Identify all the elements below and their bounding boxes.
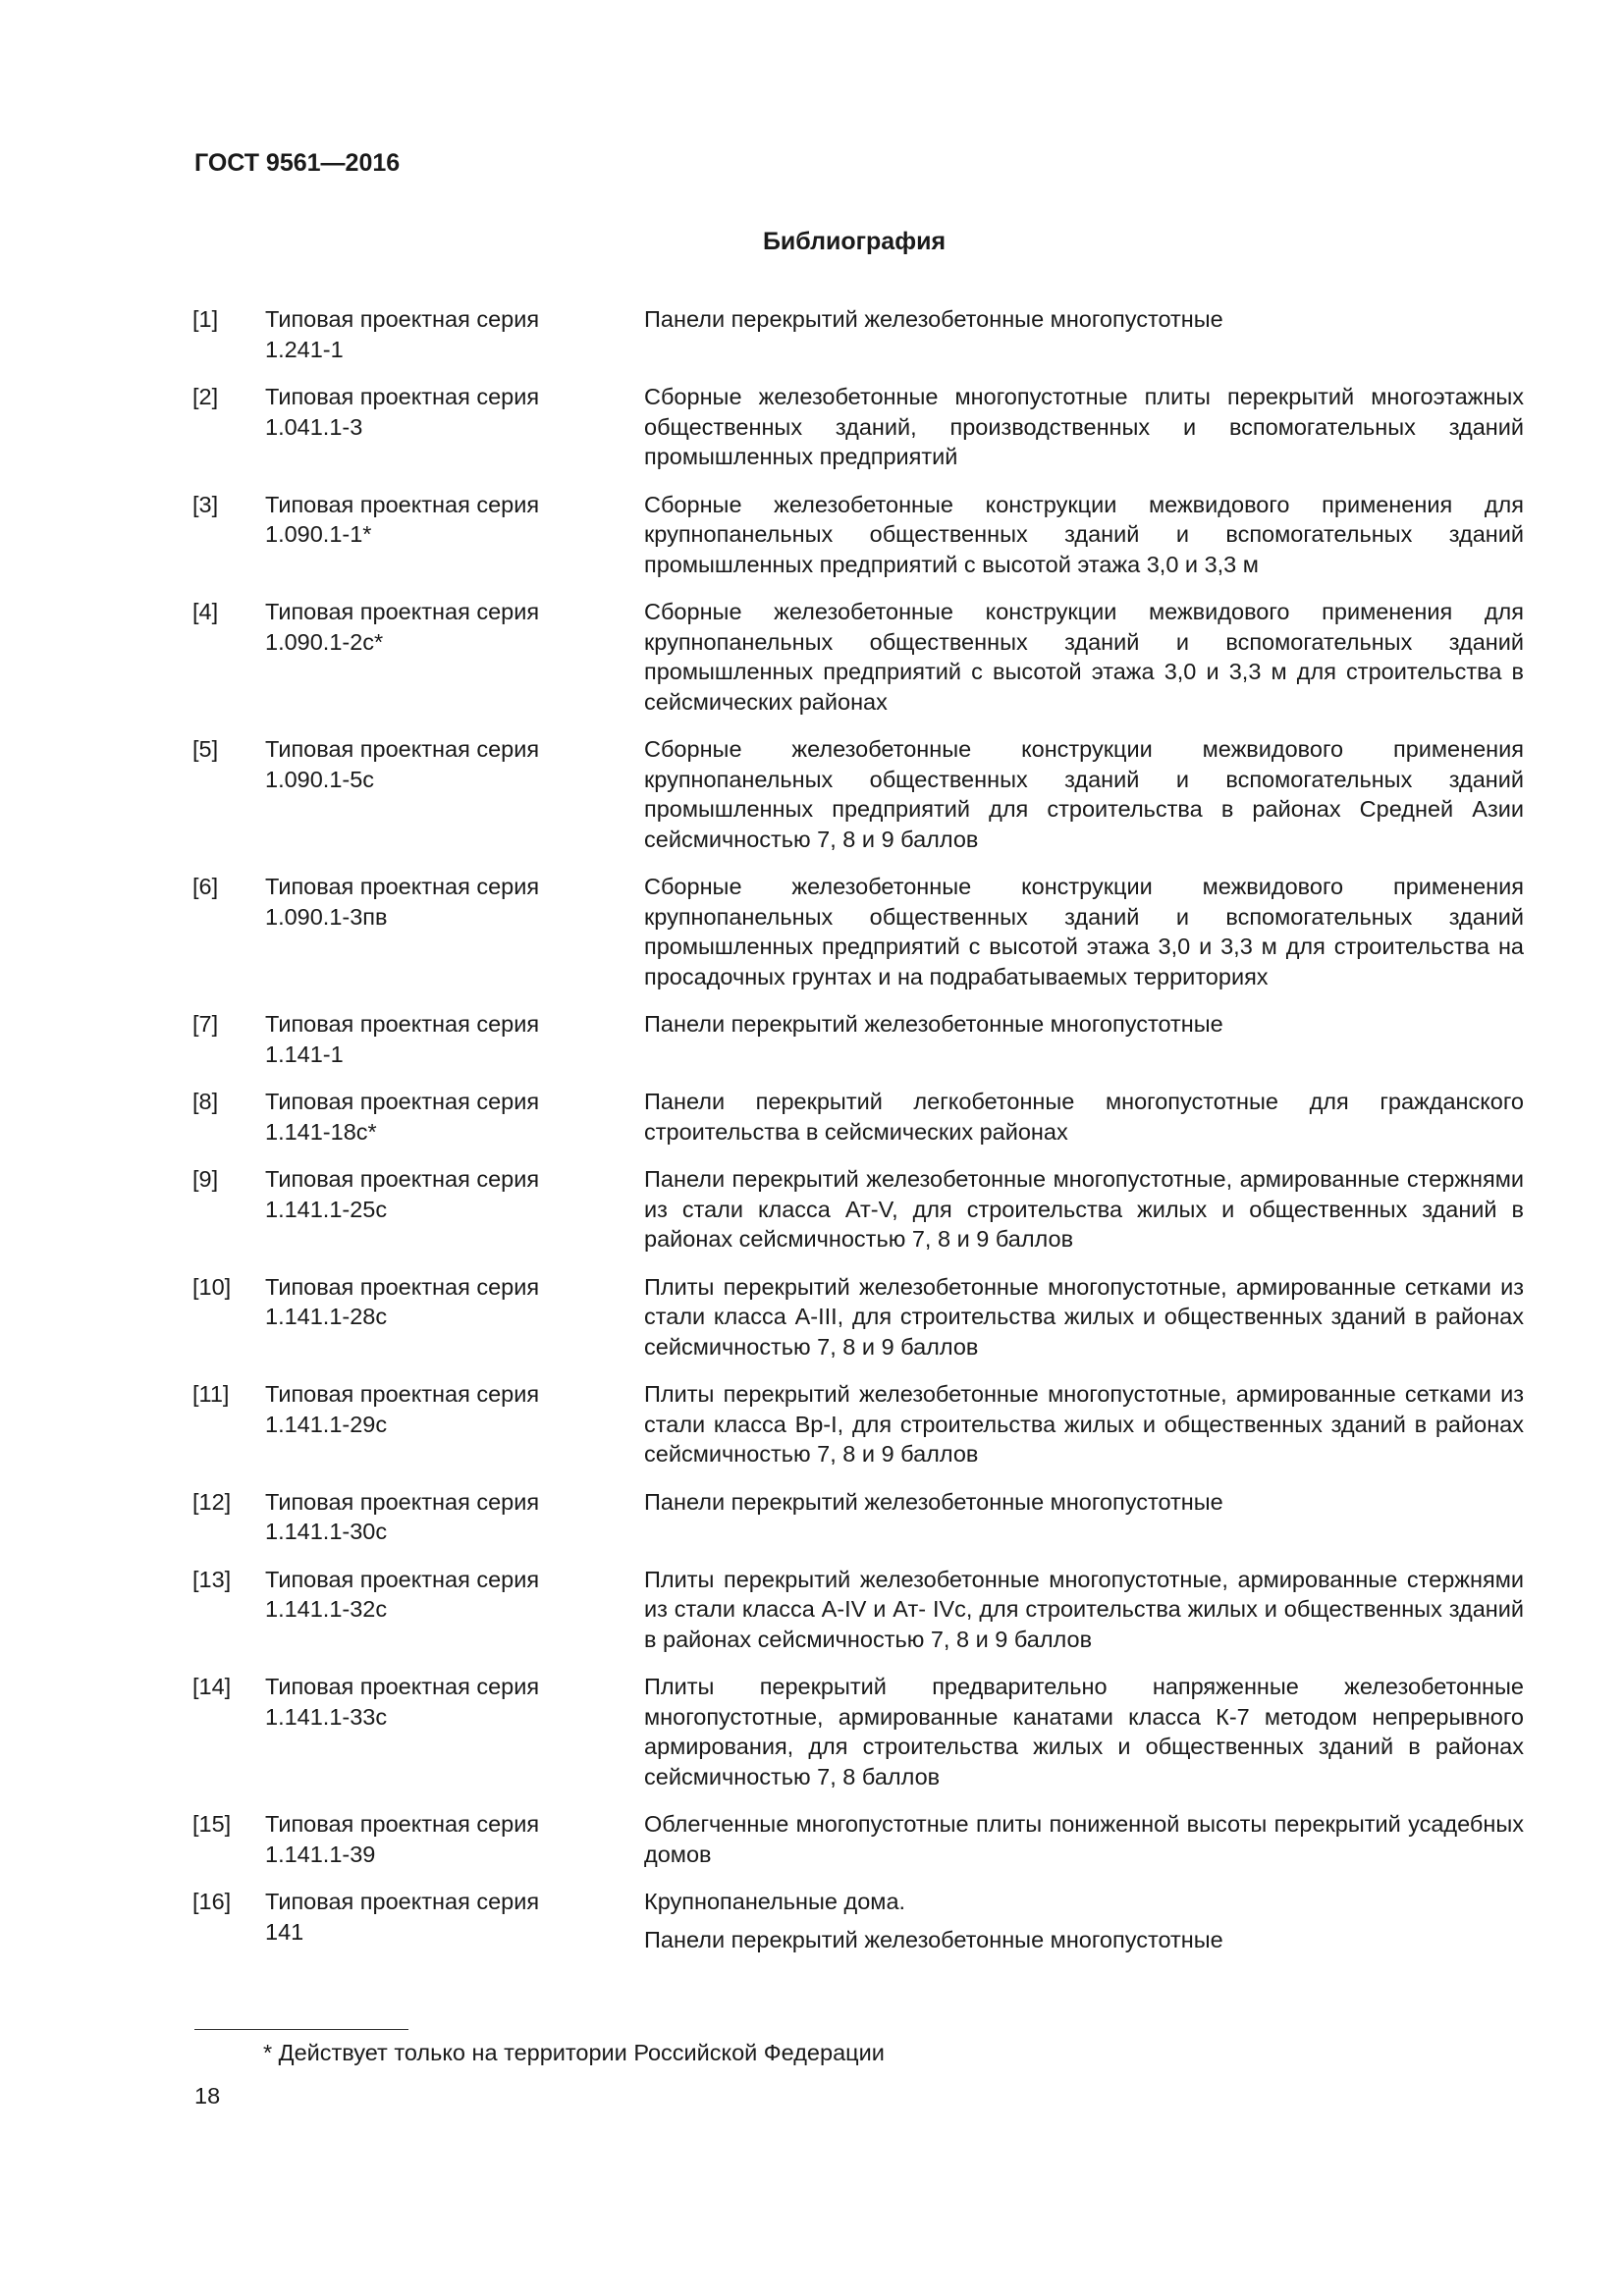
entry-number: [8]	[192, 1089, 219, 1114]
entry-description	[644, 1672, 1524, 1791]
description-text: Панели перекрытий железобетонные многопустотные	[644, 1011, 1223, 1037]
series-code: 1.041.1-3	[265, 413, 363, 440]
series-label: Типовая проектная серия	[265, 1381, 540, 1407]
series-code: 1.141.1-33с	[265, 1703, 388, 1730]
description-text: Плиты перекрытий железобетонные многопустотные, армированные стержнями из стали класса А-IV и Ат- IVc, для строительства жилых и общественных зданий в районах сейсмичностью 7, 8 и 9 баллов	[644, 1566, 1524, 1652]
entry-description	[644, 1272, 1524, 1362]
series-code: 1.090.1-3пв	[265, 903, 388, 930]
bibliography-entry	[192, 382, 1524, 472]
entry-description	[644, 734, 1524, 854]
series-label: Типовая проектная серия	[265, 1488, 540, 1515]
entry-series	[265, 734, 644, 854]
entry-description	[644, 1809, 1524, 1869]
entry-number: [11]	[192, 1381, 230, 1407]
description-text: Панели перекрытий железобетонные многопустотные	[644, 1926, 1223, 1952]
entry-description	[644, 1887, 1524, 1954]
entry-description	[644, 1565, 1524, 1655]
entry-series	[265, 304, 644, 364]
series-label: Типовая проектная серия	[265, 1674, 540, 1699]
bibliography-entry	[192, 490, 1524, 580]
description-text: Плиты перекрытий железобетонные многопустотные, армированные сетками из стали класса Вр-I, для строительства жилых и общественных зданий в районах сейсмичностью 7, 8 и 9 баллов	[644, 1381, 1524, 1467]
entry-series	[265, 382, 644, 472]
description-text: Плиты перекрытий железобетонные многопустотные, армированные сетками из стали класса А-III, для строительства жилых и общественных зданий в районах сейсмичностью 7, 8 и 9 баллов	[644, 1273, 1524, 1360]
description-text: Панели перекрытий железобетонные многопустотные, армированные стержнями из стали класса Ат-V, для строительства жилых и общественных зданий в районах сейсмичностью 7, 8 и 9 баллов	[644, 1166, 1524, 1252]
bibliography-entry	[192, 1379, 1524, 1469]
footnote: * Действует только на территории Российской Федерации	[263, 2040, 885, 2065]
bibliography-list	[192, 304, 1524, 1972]
bibliography-entry	[192, 1565, 1524, 1655]
entry-number: [12]	[192, 1488, 232, 1515]
series-label: Типовая проектная серия	[265, 736, 540, 762]
entry-description	[644, 490, 1524, 580]
page-title: Библиография	[762, 228, 947, 255]
entry-series	[265, 490, 644, 580]
description-text: Сборные железобетонные конструкции межвидового применения для крупнопанельных общественных зданий и вспомогательных зданий промышленных предприятий с высотой этажа 3,0 и 3,3 м	[644, 491, 1524, 577]
entry-number: [3]	[192, 491, 219, 517]
series-code: 1.090.1-5с	[265, 766, 375, 792]
description-text: Сборные железобетонные конструкции межвидового применения крупнопанельных общественных зданий и вспомогательных зданий промышленных предприятий с высотой этажа 3,0 и 3,3 м для строительства на просадочных грунтах и на подрабатываемых территориях	[644, 874, 1524, 989]
document-header-code: ГОСТ 9561—2016	[194, 149, 401, 177]
entry-number: [1]	[192, 306, 219, 332]
series-label: Типовая проектная серия	[265, 1566, 540, 1592]
series-code: 1.141-18с*	[265, 1118, 377, 1145]
description-text: Сборные железобетонные конструкции межвидового применения крупнопанельных общественных зданий и вспомогательных зданий промышленных предприятий для строительства в районах Средней Азии сейсмичностью 7, 8 и 9 баллов	[644, 736, 1524, 852]
entry-description	[644, 304, 1524, 364]
entry-series	[265, 872, 644, 991]
description-text: Облегченные многопустотные плиты пониженной высоты перекрытий усадебных домов	[644, 1811, 1524, 1867]
entry-series	[265, 597, 644, 717]
entry-number: [7]	[192, 1011, 219, 1037]
entry-series	[265, 1487, 644, 1547]
entry-number: [2]	[192, 384, 219, 409]
description-text: Сборные железобетонные многопустотные плиты перекрытий многоэтажных общественных зданий, производственных и вспомогательных зданий промышленных предприятий	[644, 384, 1524, 469]
entry-description	[644, 597, 1524, 717]
bibliography-entry	[192, 1487, 1524, 1547]
entry-description	[644, 1164, 1524, 1255]
bibliography-entry	[192, 1809, 1524, 1869]
series-label: Типовая проектная серия	[265, 1811, 540, 1837]
series-code: 1.141.1-32с	[265, 1596, 388, 1622]
series-label: Типовая проектная серия	[265, 1889, 540, 1914]
series-code: 141	[265, 1918, 304, 1945]
entry-series	[265, 1887, 644, 1954]
bibliography-entry	[192, 1272, 1524, 1362]
description-text: Сборные железобетонные конструкции межвидового применения для крупнопанельных общественных зданий и вспомогательных зданий промышленных предприятий с высотой этажа 3,0 и 3,3 м для строительства в сейсмических районах	[644, 599, 1524, 715]
series-label: Типовая проектная серия	[265, 1011, 540, 1037]
entry-description	[644, 872, 1524, 991]
bibliography-entry	[192, 1009, 1524, 1069]
bibliography-entry	[192, 1164, 1524, 1255]
series-code: 1.141.1-39	[265, 1841, 376, 1867]
entry-description	[644, 1009, 1524, 1069]
series-code: 1.241-1	[265, 336, 344, 362]
series-label: Типовая проектная серия	[265, 1089, 540, 1114]
bibliography-entry	[192, 734, 1524, 854]
entry-series	[265, 1087, 644, 1147]
series-code: 1.141.1-28с	[265, 1304, 388, 1329]
description-text: Панели перекрытий железобетонные многопустотные	[644, 1488, 1223, 1515]
entry-number: [4]	[192, 599, 219, 624]
description-text: Панели перекрытий железобетонные многопустотные	[644, 306, 1223, 332]
entry-number: [5]	[192, 736, 219, 762]
bibliography-entry	[192, 597, 1524, 717]
series-code: 1.090.1-2с*	[265, 628, 384, 655]
bibliography-entry	[192, 1672, 1524, 1791]
entry-number: [16]	[192, 1889, 232, 1914]
series-code: 1.141.1-25с	[265, 1196, 388, 1222]
series-code: 1.141-1	[265, 1041, 344, 1067]
bibliography-entry	[192, 1887, 1524, 1954]
entry-series	[265, 1379, 644, 1469]
series-label: Типовая проектная серия	[265, 306, 540, 332]
series-label: Типовая проектная серия	[265, 1166, 540, 1192]
entry-number: [13]	[192, 1566, 232, 1592]
entry-number: [15]	[192, 1811, 232, 1837]
entry-description	[644, 1487, 1524, 1547]
series-label: Типовая проектная серия	[265, 874, 540, 899]
page-number: 18	[194, 2083, 221, 2109]
entry-number: [10]	[192, 1273, 232, 1300]
series-label: Типовая проектная серия	[265, 1273, 540, 1300]
series-code: 1.141.1-29с	[265, 1411, 388, 1437]
footnote-divider	[194, 2029, 408, 2030]
series-label: Типовая проектная серия	[265, 599, 540, 624]
series-code: 1.090.1-1*	[265, 521, 372, 547]
bibliography-entry	[192, 872, 1524, 991]
entry-description	[644, 1379, 1524, 1469]
entry-series	[265, 1809, 644, 1869]
series-label: Типовая проектная серия	[265, 384, 540, 409]
bibliography-entry	[192, 1087, 1524, 1147]
entry-series	[265, 1009, 644, 1069]
entry-series	[265, 1164, 644, 1255]
description-text: Крупнопанельные дома.	[644, 1889, 906, 1914]
series-code: 1.141.1-30с	[265, 1519, 388, 1544]
entry-number: [9]	[192, 1166, 219, 1192]
bibliography-entry	[192, 304, 1524, 364]
description-text: Панели перекрытий легкобетонные многопустотные для гражданского строительства в сейсмических районах	[644, 1089, 1524, 1145]
entry-series	[265, 1672, 644, 1791]
entry-description	[644, 382, 1524, 472]
series-label: Типовая проектная серия	[265, 491, 540, 517]
entry-series	[265, 1565, 644, 1655]
entry-series	[265, 1272, 644, 1362]
entry-number: [6]	[192, 874, 219, 899]
description-text: Плиты перекрытий предварительно напряженные железобетонные многопустотные, армированные канатами класса К-7 методом непрерывного армирования, для строительства жилых и общественных зданий в районах сейсмичностью 7, 8 баллов	[644, 1674, 1524, 1789]
entry-number: [14]	[192, 1674, 232, 1699]
entry-description	[644, 1087, 1524, 1147]
